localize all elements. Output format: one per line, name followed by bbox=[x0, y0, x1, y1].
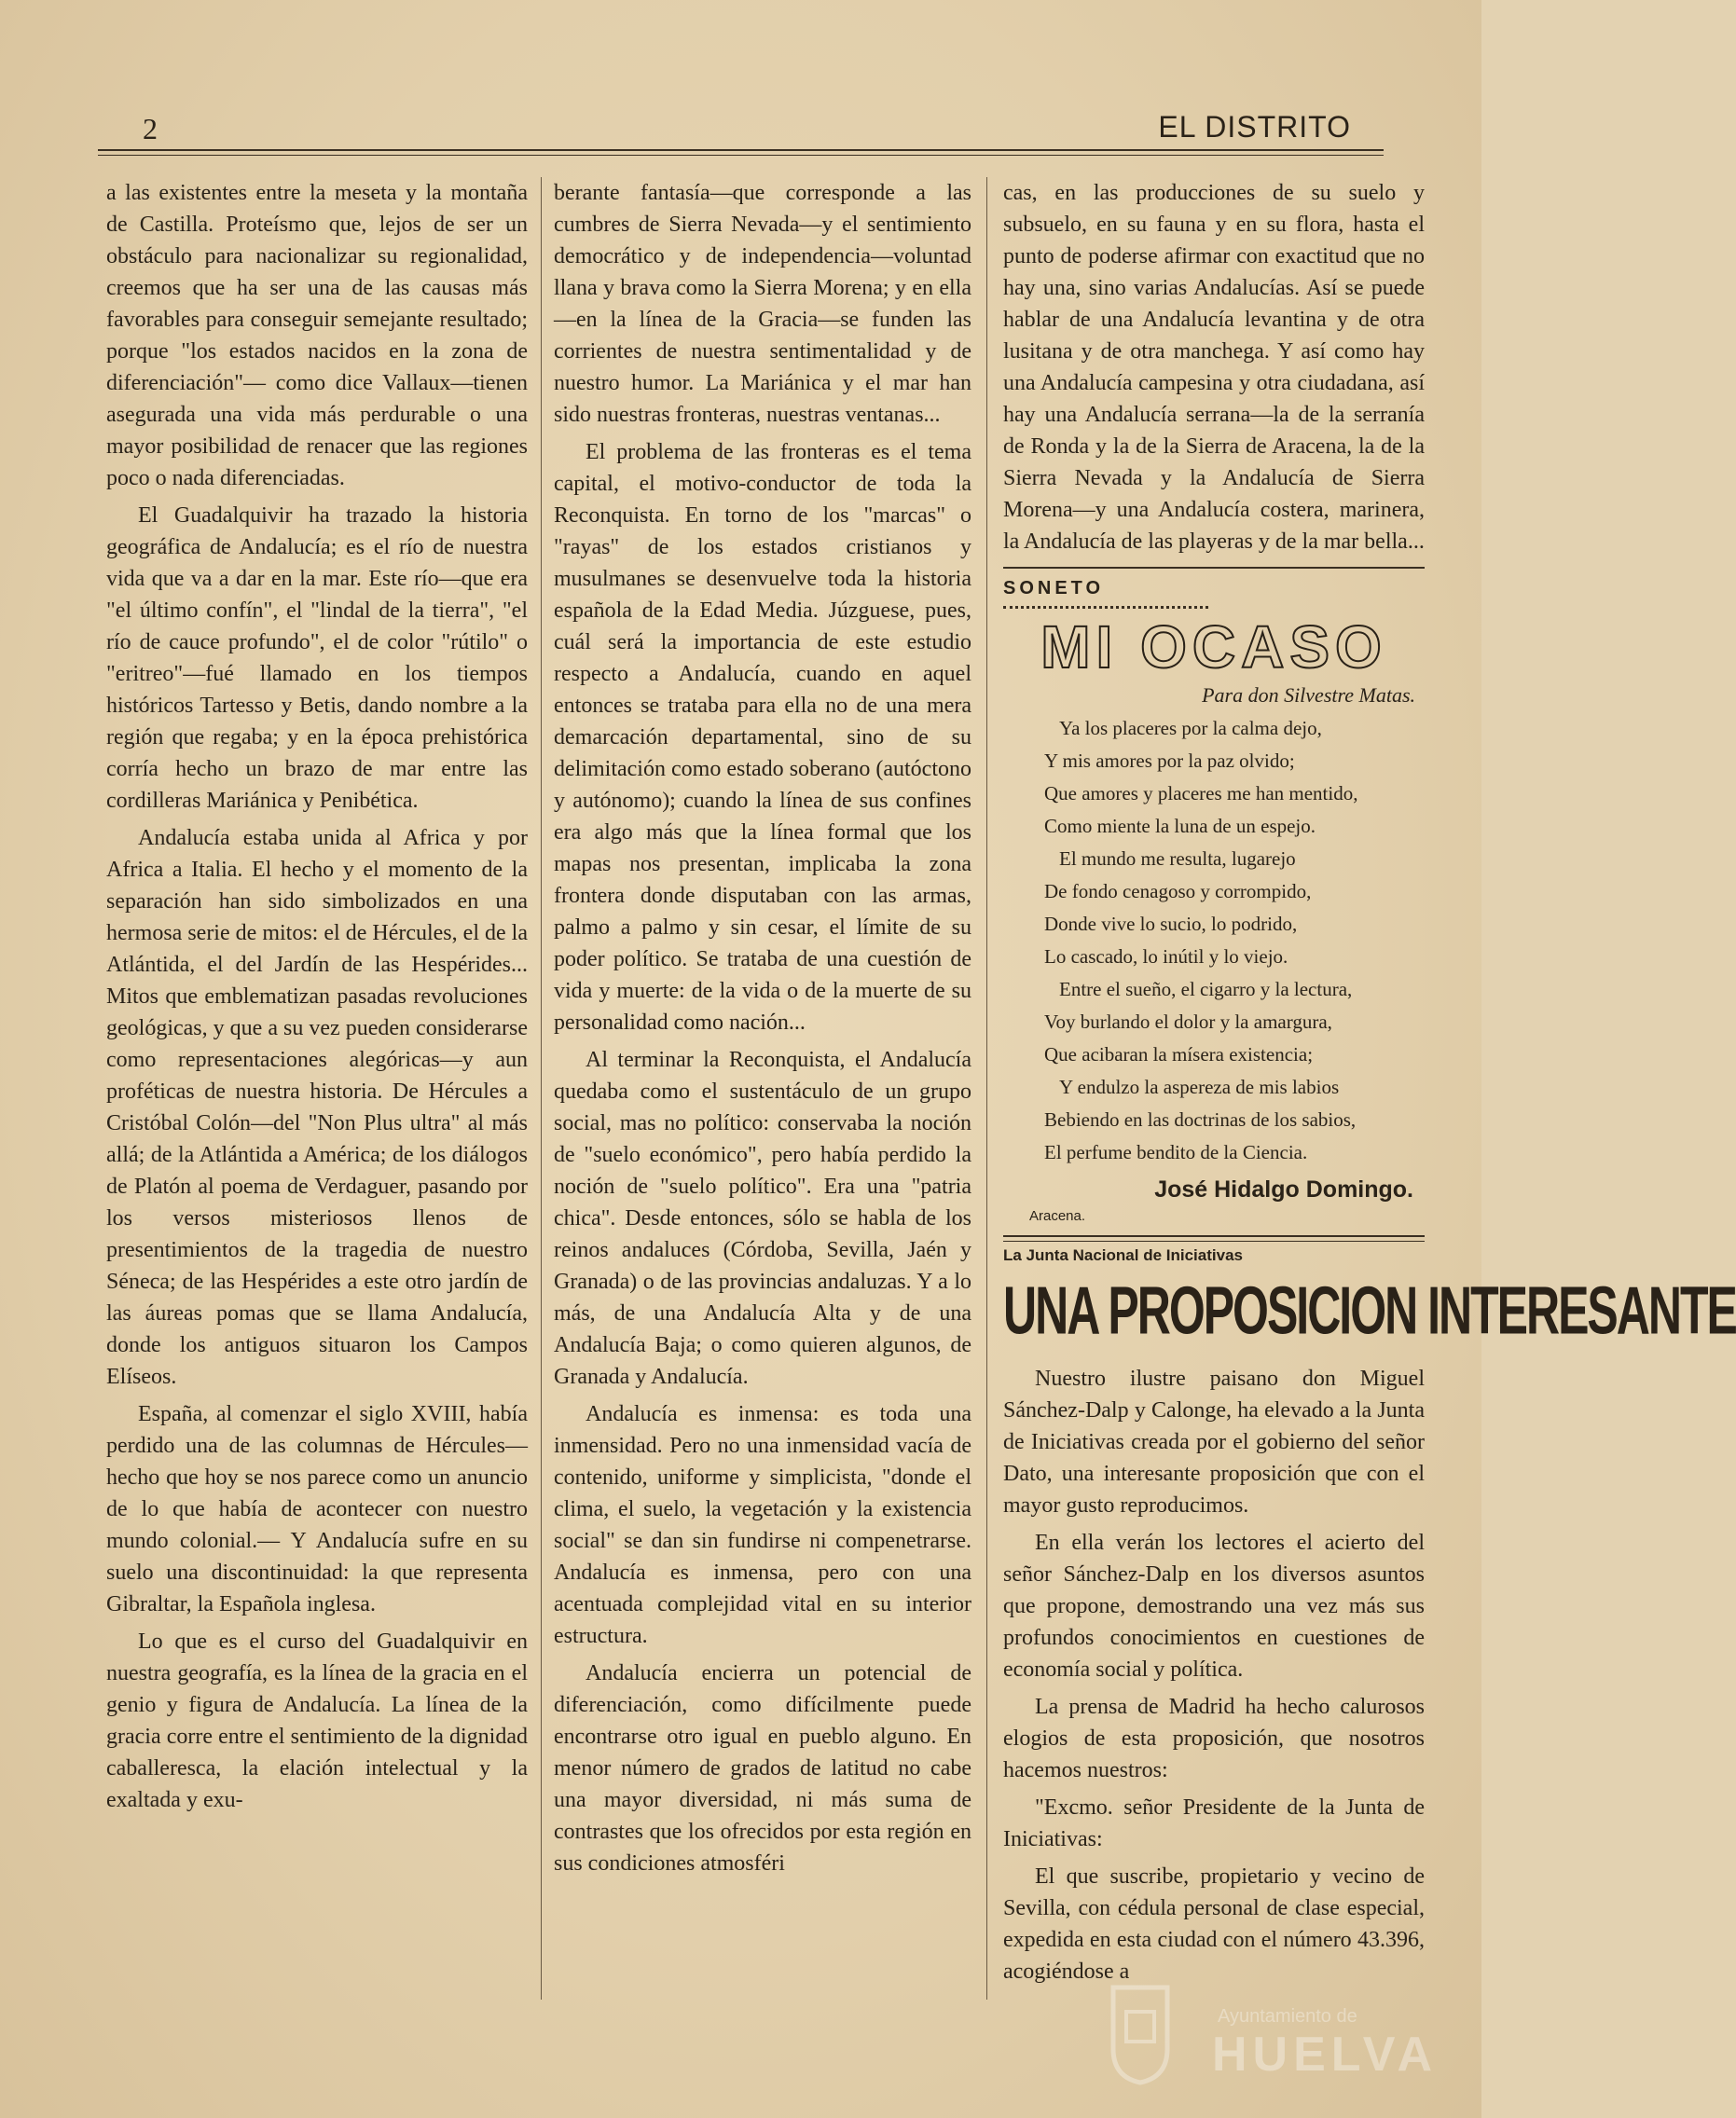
paragraph: En ella verán los lectores el acierto del señor Sánchez-Dalp en los diversos asuntos que propone, demostrando una vez más sus profundos conocimientos en cuestiones de economía social y política. bbox=[1003, 1531, 1425, 1682]
article-kicker: La Junta Nacional de Iniciativas bbox=[1003, 1246, 1243, 1264]
verse: Entre el sueño, el cigarro y la lectura, bbox=[1059, 978, 1353, 1000]
verse: Donde vive lo sucio, lo podrido, bbox=[1044, 913, 1298, 935]
paragraph: El problema de las fronteras es el tema capital, el motivo-conductor de toda la Reconquista. En torno de los "marcas" o "rayas" de los estados cristianos y musulmanes se desenvuelve toda la historia española de la Edad Media. Júzguese, pues, cuál será la importancia de este estudio respecto a Andalucía, cuando en aquel entonces se trataba para ella no de una mera demarcación departamental, sino de su delimitación como estado soberano (autóctono y autónomo); cuando la línea de sus confines era algo más que la línea formal que los mapas nos presentan, implicaba la zona frontera donde disputaban con las armas, palmo a palmo y sin cesar, el límite de su poder político. Se trataba de una cuestión de vida y muerte: de la vida o de la muerte de su personalidad como nación... bbox=[554, 440, 971, 1035]
section-rule-thin bbox=[1003, 1241, 1425, 1242]
poem-place: Aracena. bbox=[1029, 1208, 1086, 1224]
verse: Que amores y placeres me han mentido, bbox=[1044, 782, 1358, 805]
paragraph: Andalucía estaba unida al Africa y por Africa a Italia. El hecho y el momento de la separación han sido simbolizados en una hermosa serie de mitos: el de Hércules, el de la Atlántida, el del Jardín de las Hespérides... Mitos que emblematizan pasadas revoluciones geológicas, y que a su vez pueden considerarse como representaciones alegóricas—y aun proféticas de nuestra historia. De Hércules a Cristóbal Colón—del "Non Plus ultra" al más allá; de la Atlántida a América; de los diálogos de Platón al poema de Verdaguer, pasando por los versos misteriosos llenos de presentimientos de la tragedia de nuestro Séneca; de las Hespérides a este otro jardín de las áureas pomas que se llama Andalucía, donde los antiguos situaron los Campos Elíseos. bbox=[106, 826, 528, 1389]
verse: Bebiendo en las doctrinas de los sabios, bbox=[1044, 1108, 1357, 1131]
verse: Voy burlando el dolor y la amargura, bbox=[1044, 1011, 1332, 1033]
verse: El mundo me resulta, lugarejo bbox=[1059, 847, 1296, 870]
poem-verses bbox=[1003, 715, 1425, 1166]
column-divider bbox=[986, 177, 987, 2000]
paragraph: Nuestro ilustre paisano don Miguel Sánchez-Dalp y Calonge, ha elevado a la Junta de Iniciativas creada por el gobierno del señor Dato, una interesante proposición que con el mayor gusto reproducimos. bbox=[1003, 1367, 1425, 1518]
archive-watermark bbox=[1109, 1984, 1439, 2096]
newspaper-name: EL DISTRITO bbox=[1158, 110, 1351, 144]
verse: Como miente la luna de un espejo. bbox=[1044, 815, 1316, 837]
column-1 bbox=[106, 177, 528, 1822]
section-rule bbox=[1003, 567, 1425, 569]
paragraph: berante fantasía—que corresponde a las cumbres de Sierra Nevada—y el sentimiento democrático y de independencia—voluntad llana y brava como la Sierra Morena; y en ella—en la línea de la Gracia—se funden las corrientes de nuestra sentimentalidad y de nuestro humor. La Mariánica y el mar han sido nuestras fronteras, nuestras ventanas... bbox=[554, 181, 971, 427]
header-rule bbox=[98, 149, 1384, 151]
paragraph: Andalucía es inmensa: es toda una inmensidad. Pero no una inmensidad vacía de contenido, uniforme y simplicista, "donde el clima, el suelo, la vegetación y la existencia social" se dan sin fundirse ni compenetrarse. Andalucía es inmensa, pero con una acentuada complejidad vital en su interior estructura. bbox=[554, 1402, 971, 1648]
verse: Ya los placeres por la calma dejo, bbox=[1059, 717, 1322, 739]
section-rule bbox=[1003, 1235, 1425, 1237]
column-2 bbox=[554, 177, 971, 1885]
sonnet-kicker: SONETO bbox=[1003, 578, 1105, 598]
poem-author: José Hidalgo Domingo. bbox=[1154, 1176, 1413, 1203]
poem-title: MI OCASO bbox=[1040, 613, 1387, 681]
page-header bbox=[98, 104, 1379, 149]
column-divider bbox=[541, 177, 542, 2000]
column-3 bbox=[1003, 177, 1736, 1993]
poem-dedication: Para don Silvestre Matas. bbox=[1202, 683, 1415, 707]
paragraph: Andalucía encierra un potencial de diferenciación, como difícilmente puede encontrarse otro igual en pueblo alguno. En menor número de grados de latitud no cabe una mayor diversidad, ni más suma de contrastes que los ofrecidos por esta región en sus condiciones atmosféri bbox=[554, 1661, 971, 1876]
paragraph: a las existentes entre la meseta y la montaña de Castilla. Proteísmo que, lejos de ser un obstáculo para nacionalizar su regionalidad, creemos que ha ser una de las causas más favorables para conseguir semejante resultado; porque "los estados nacidos en la zona de diferenciación"— como dice Vallaux—tienen asegurada una vida más perdurable o una mayor posibilidad de renacer que las regiones poco o nada diferenciadas. bbox=[106, 181, 528, 490]
header-rule-thin bbox=[98, 155, 1384, 156]
verse: Y mis amores por la paz olvido; bbox=[1044, 750, 1295, 772]
watermark-line2: HUELVA bbox=[1212, 2028, 1439, 2082]
paragraph: La prensa de Madrid ha hecho calurosos elogios de esta proposición, que nosotros hacemos nuestros: bbox=[1003, 1695, 1425, 1782]
paragraph: cas, en las producciones de su suelo y subsuelo, en su fauna y en su flora, hasta el punto de poderse afirmar con exactitud que no hay una, sino varias Andalucías. Así se puede hablar de una Andalucía levantina y de otra lusitana y de otra manchega. Y así como hay una Andalucía campesina y otra ciudadana, así hay una Andalucía serrana—la de la serranía de Ronda y la de la Sierra de Aracena, la de la Sierra Nevada y la Andalucía de Sierra Morena—y una Andalucía costera, marinera, la Andalucía de las playeras y de la mar bella... bbox=[1003, 181, 1425, 554]
verse: Y endulzo la aspereza de mis labios bbox=[1059, 1076, 1340, 1098]
paragraph: El que suscribe, propietario y vecino de Sevilla, con cédula personal de clase especial, expedida en esta ciudad con el número 43.396, acogiéndose a bbox=[1003, 1864, 1425, 1984]
paragraph: El Guadalquivir ha trazado la historia geográfica de Andalucía; es el río de nuestra vida que va a dar en la mar. Este río—que era "el último confín", el "lindal de la tierra", "el río de cauce profundo", el de color "rútilo" o "eritreo"—fué llamado en los tiempos históricos Tartesso y Betis, dando nombre a la región que regaba; y en la época prehistórica corría hecho un brazo de mar entre las cordilleras Mariánica y Penibética. bbox=[106, 503, 528, 813]
paragraph: Lo que es el curso del Guadalquivir en nuestra geografía, es la línea de la gracia en el genio y figura de Andalucía. La línea de la gracia corre entre el sentimiento de la dignidad caballeresca, la elación intelectual y la exaltada y exu- bbox=[106, 1630, 528, 1812]
shield-icon bbox=[1109, 1984, 1171, 2086]
verse: Que acibaran la mísera existencia; bbox=[1044, 1043, 1314, 1066]
verse: El perfume bendito de la Ciencia. bbox=[1044, 1141, 1308, 1163]
kicker-dots bbox=[1003, 606, 1208, 609]
paragraph: "Excmo. señor Presidente de la Junta de Iniciativas: bbox=[1003, 1795, 1425, 1851]
verse: Lo cascado, lo inútil y lo viejo. bbox=[1044, 945, 1288, 968]
paragraph: España, al comenzar el siglo XVIII, había perdido una de las columnas de Hércules—hecho que hoy se nos parece como un anuncio de lo que había de acontecer con nuestro mundo colonial.— Y Andalucía sufre en su suelo una discontinuidad: la que representa Gibraltar, la Española inglesa. bbox=[106, 1402, 528, 1616]
watermark-line1: Ayuntamiento de bbox=[1218, 2006, 1357, 2027]
page-number: 2 bbox=[143, 112, 158, 145]
verse: De fondo cenagoso y corrompido, bbox=[1044, 880, 1312, 902]
paragraph: Al terminar la Reconquista, el Andalucía quedaba como el sustentáculo de un grupo social, mas no político: conservaba la noción de "suelo económico", pero había perdido la noción de "suelo político". Era una "patria chica". Desde entonces, sólo se habla de los reinos andaluces (Córdoba, Sevilla, Jaén y Granada) o de las provincias andaluzas. Y a lo más, de una Andalucía Alta y de una Andalucía Baja; o como quieren algunos, de Granada y Andalucía. bbox=[554, 1048, 971, 1389]
article-headline: UNA PROPOSICION INTERESANTE bbox=[1003, 1272, 1736, 1349]
